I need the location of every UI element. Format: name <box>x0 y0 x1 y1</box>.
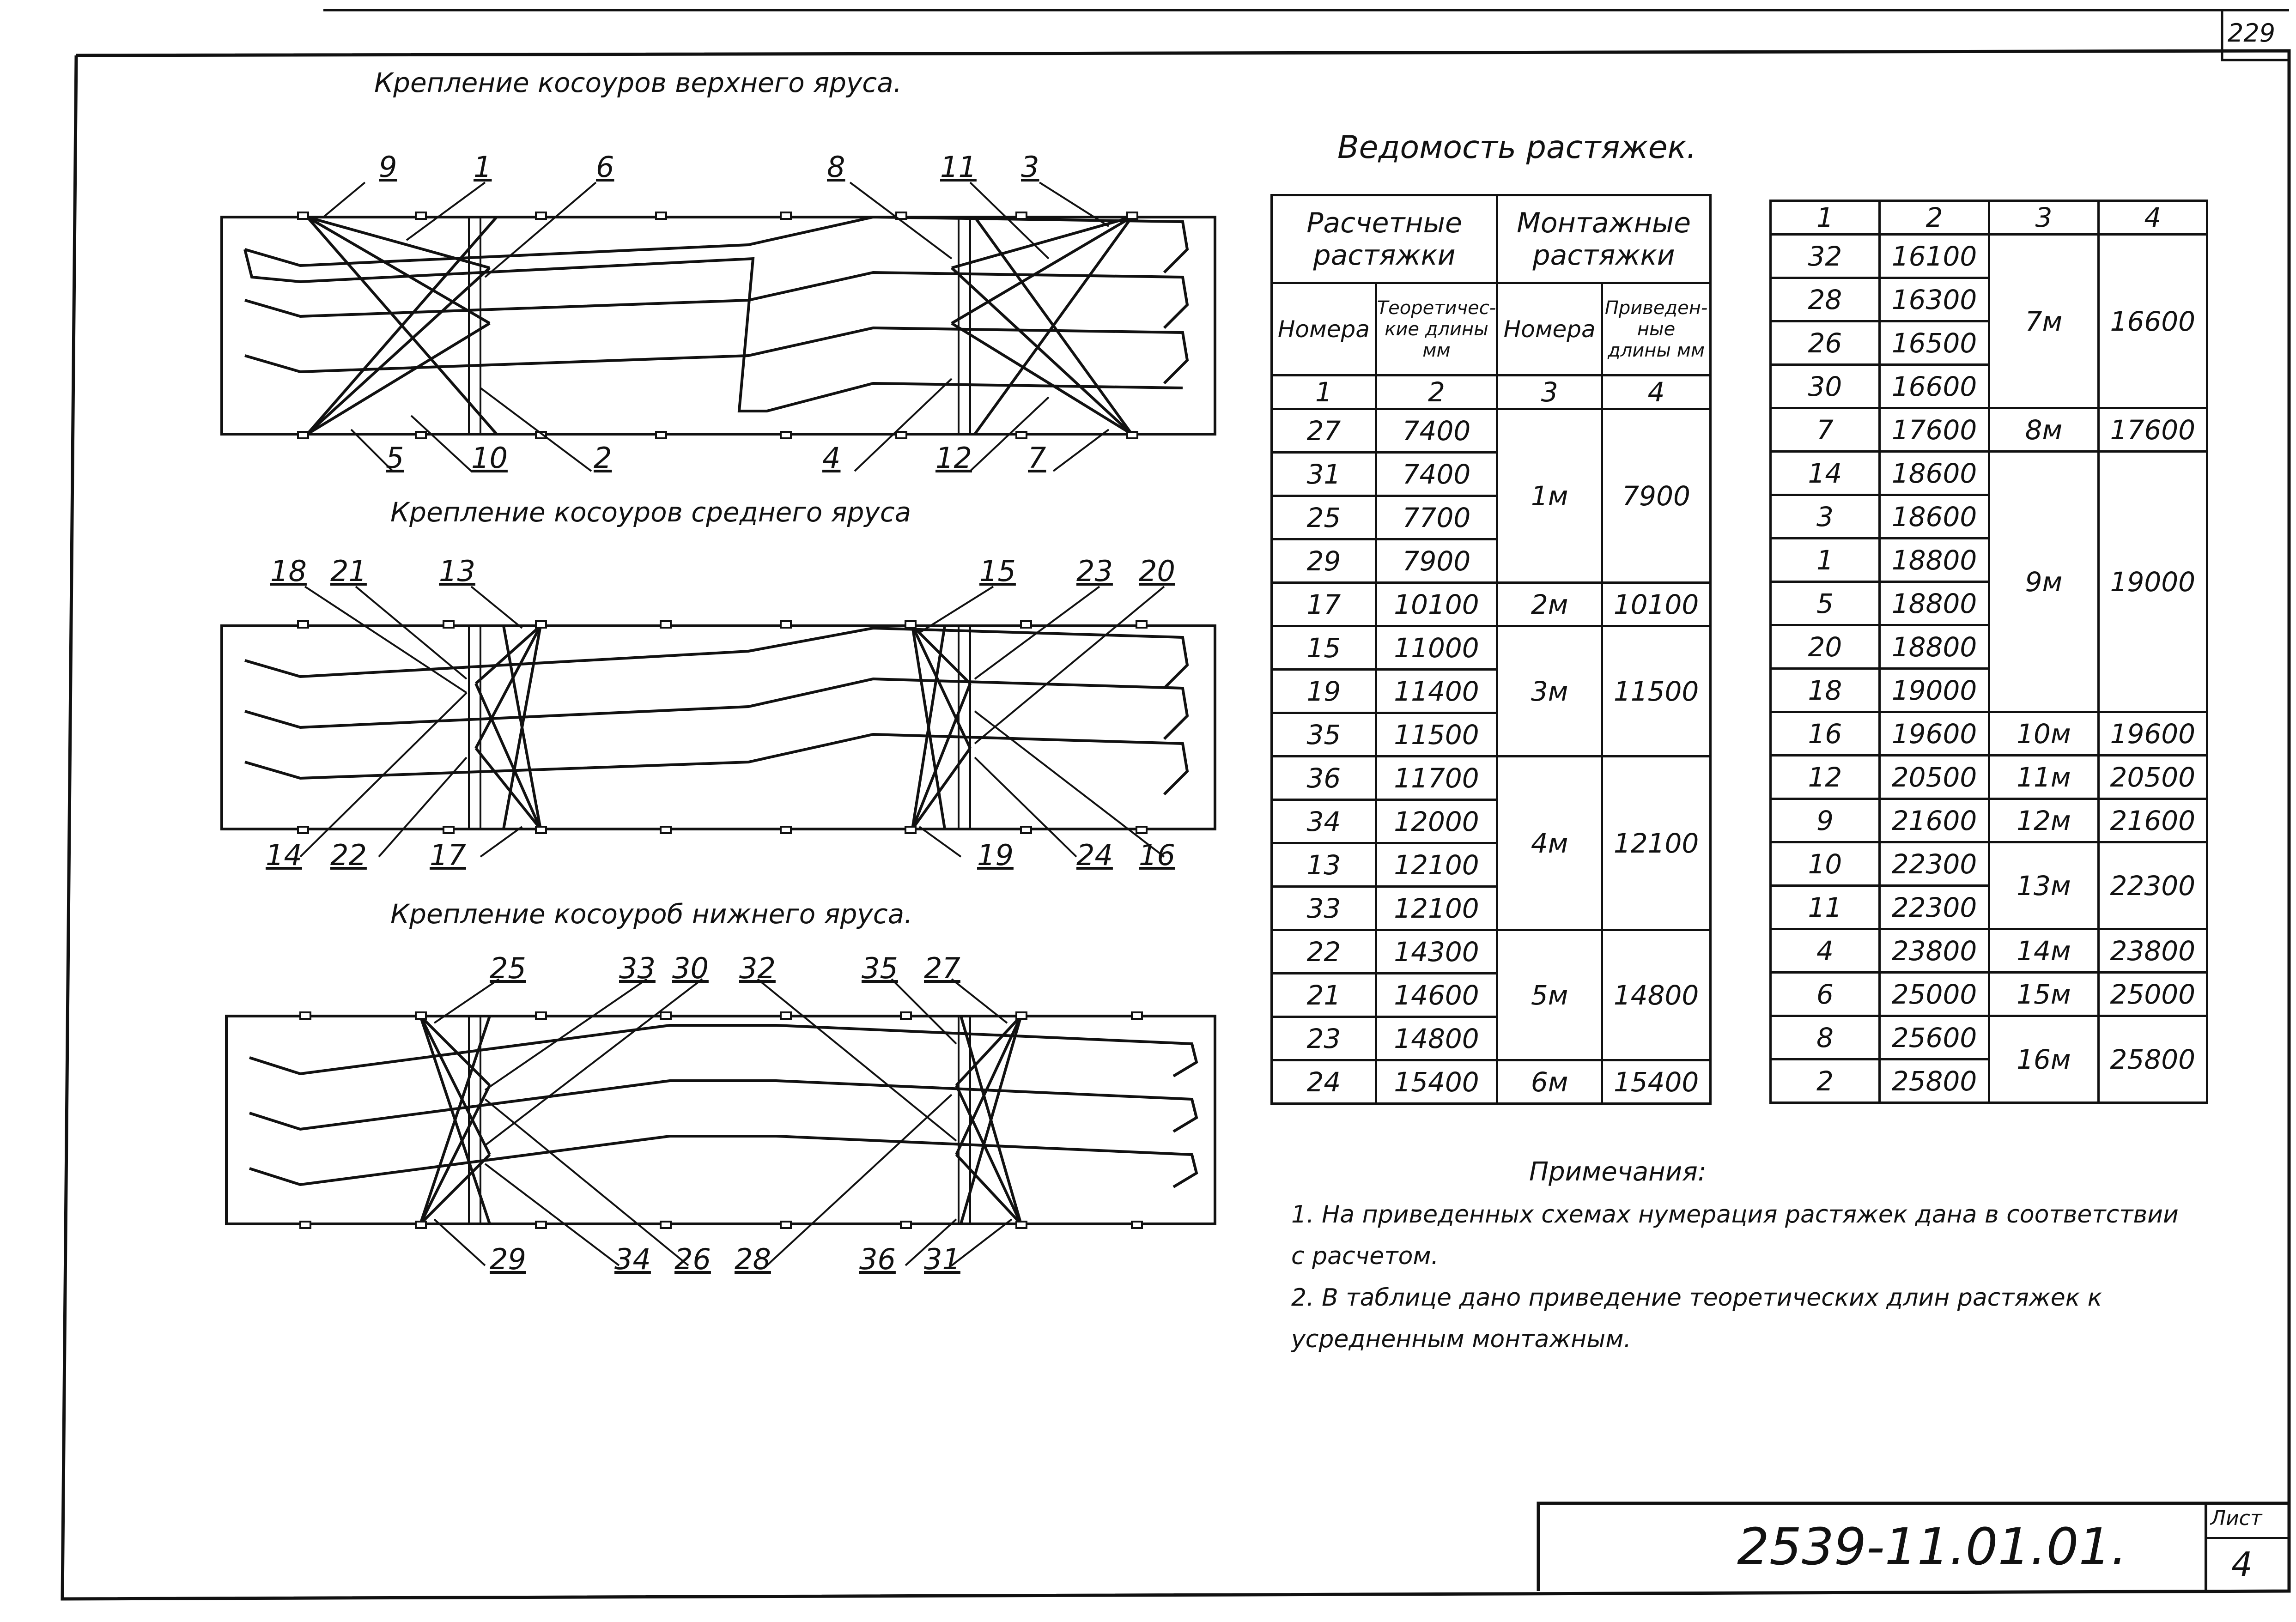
theoretical-length: 7400 <box>1376 453 1497 496</box>
theoretical-length: 16300 <box>1879 278 1989 321</box>
stretch-number: 9 <box>1771 799 1880 842</box>
theoretical-length: 18600 <box>1879 452 1989 495</box>
middle-label: 18 <box>270 554 307 588</box>
lower-label: 30 <box>672 951 709 985</box>
stretch-number: 31 <box>1272 453 1376 496</box>
header-theoretical-length: Теоретичес-кие длины мм <box>1376 283 1497 375</box>
theoretical-length: 16100 <box>1879 235 1989 278</box>
header-numbers-2: Номера <box>1497 283 1602 375</box>
theoretical-length: 22300 <box>1879 886 1989 929</box>
stretch-number: 7 <box>1771 408 1880 452</box>
stretch-number: 32 <box>1771 235 1880 278</box>
stretch-number: 16 <box>1771 712 1880 756</box>
theoretical-length: 11500 <box>1376 713 1497 757</box>
stretch-number: 34 <box>1272 800 1376 843</box>
lower-label: 34 <box>614 1242 651 1276</box>
theoretical-length: 21600 <box>1879 799 1989 842</box>
group-length: 23800 <box>2098 929 2207 973</box>
header-reduced-length: Приведен-ные длины мм <box>1602 283 1711 375</box>
theoretical-length: 17600 <box>1879 408 1989 452</box>
group-number: 9м <box>1989 452 2098 712</box>
lower-label: 32 <box>739 951 776 985</box>
lower-label: 25 <box>490 951 526 985</box>
stretch-number: 33 <box>1272 887 1376 930</box>
lower-label: 31 <box>924 1242 960 1276</box>
stretch-table-1 <box>1270 194 1712 1105</box>
note-1-line-2: с расчетом. <box>1291 1242 1439 1270</box>
theoretical-length: 16500 <box>1879 321 1989 365</box>
middle-stringers <box>245 628 1187 794</box>
stretch-number: 19 <box>1272 670 1376 713</box>
upper-label: 10 <box>471 441 508 475</box>
theoretical-length: 14600 <box>1376 974 1497 1017</box>
lower-tier-diagram <box>226 979 1215 1265</box>
theoretical-length: 25000 <box>1879 973 1989 1016</box>
upper-label: 11 <box>940 150 977 184</box>
col-index: 1 <box>1272 375 1376 409</box>
theoretical-length: 14800 <box>1376 1017 1497 1060</box>
stretch-number: 22 <box>1272 930 1376 974</box>
group-number: 2м <box>1497 583 1602 626</box>
stretch-number: 20 <box>1771 625 1880 669</box>
document-code: 2539-11.01.01. <box>1737 1517 2127 1576</box>
stretch-number: 17 <box>1272 583 1376 626</box>
group-length: 7900 <box>1602 409 1711 583</box>
lower-label: 28 <box>735 1242 771 1276</box>
page-number: 229 <box>2228 18 2276 48</box>
col-index: 2 <box>1879 201 1989 235</box>
group-length: 17600 <box>2098 408 2207 452</box>
group-length: 14800 <box>1602 930 1711 1060</box>
stretch-number: 11 <box>1771 886 1880 929</box>
stretch-number: 2 <box>1771 1059 1880 1103</box>
upper-label: 3 <box>1021 150 1039 184</box>
theoretical-length: 18800 <box>1879 582 1989 625</box>
note-1-line-1: 1. На приведенных схемах нумерация растяжек дана в соответствии <box>1291 1201 2179 1229</box>
stretch-number: 26 <box>1771 321 1880 365</box>
group-length: 10100 <box>1602 583 1711 626</box>
middle-label: 17 <box>430 838 466 872</box>
theoretical-length: 18800 <box>1879 539 1989 582</box>
middle-label: 14 <box>266 838 302 872</box>
theoretical-length: 25800 <box>1879 1059 1989 1103</box>
theoretical-length: 12100 <box>1376 843 1497 887</box>
theoretical-length: 11400 <box>1376 670 1497 713</box>
note-2-line-2: усредненным монтажным. <box>1291 1325 1631 1353</box>
stretch-number: 30 <box>1771 365 1880 408</box>
lower-label: 26 <box>674 1242 711 1276</box>
theoretical-length: 15400 <box>1376 1060 1497 1104</box>
group-number: 15м <box>1989 973 2098 1016</box>
group-length: 20500 <box>2098 756 2207 799</box>
stretch-number: 1 <box>1771 539 1880 582</box>
theoretical-length: 7700 <box>1376 496 1497 539</box>
middle-label: 19 <box>977 838 1014 872</box>
group-number: 3м <box>1497 626 1602 757</box>
upper-label: 12 <box>935 441 972 475</box>
col-index: 2 <box>1376 375 1497 409</box>
middle-label: 23 <box>1076 554 1113 588</box>
stretch-number: 14 <box>1771 452 1880 495</box>
upper-label: 8 <box>827 150 845 184</box>
theoretical-length: 25600 <box>1879 1016 1989 1059</box>
middle-label: 24 <box>1076 838 1113 872</box>
stretch-number: 15 <box>1272 626 1376 670</box>
group-length: 25800 <box>2098 1016 2207 1103</box>
col-index: 1 <box>1771 201 1880 235</box>
middle-label: 21 <box>330 554 367 588</box>
stretch-number: 4 <box>1771 929 1880 973</box>
sheet-number: 4 <box>2231 1545 2253 1584</box>
stretch-number: 25 <box>1272 496 1376 539</box>
upper-label: 9 <box>379 150 397 184</box>
group-number: 8м <box>1989 408 2098 452</box>
lower-label: 27 <box>924 951 960 985</box>
header-numbers: Номера <box>1272 283 1376 375</box>
stretch-number: 35 <box>1272 713 1376 757</box>
upper-label: 7 <box>1028 441 1046 475</box>
group-number: 4м <box>1497 757 1602 930</box>
header-calculated: Расчетные растяжки <box>1272 195 1497 283</box>
group-length: 19600 <box>2098 712 2207 756</box>
upper-tier-diagram <box>222 182 1215 471</box>
theoretical-length: 18600 <box>1879 495 1989 539</box>
stretch-number: 28 <box>1771 278 1880 321</box>
group-length: 25000 <box>2098 973 2207 1016</box>
upper-label: 4 <box>822 441 841 475</box>
stretch-number: 12 <box>1771 756 1880 799</box>
theoretical-length: 18800 <box>1879 625 1989 669</box>
group-number: 13м <box>1989 842 2098 929</box>
col-index: 4 <box>2098 201 2207 235</box>
theoretical-length: 12100 <box>1376 887 1497 930</box>
theoretical-length: 7900 <box>1376 539 1497 583</box>
theoretical-length: 23800 <box>1879 929 1989 973</box>
group-number: 6м <box>1497 1060 1602 1104</box>
stretch-number: 27 <box>1272 409 1376 453</box>
table-title: Ведомость растяжек. <box>1337 129 1697 166</box>
upper-frame <box>222 217 1215 434</box>
upper-label: 6 <box>596 150 614 184</box>
sheet-label: Лист <box>2211 1507 2262 1530</box>
group-number: 1м <box>1497 409 1602 583</box>
note-2-line-1: 2. В таблице дано приведение теоретических длин растяжек к <box>1291 1284 2102 1312</box>
middle-label: 16 <box>1139 838 1175 872</box>
stretch-number: 3 <box>1771 495 1880 539</box>
group-length: 16600 <box>2098 235 2207 408</box>
middle-label: 13 <box>439 554 475 588</box>
stretch-number: 5 <box>1771 582 1880 625</box>
middle-tier-title: Крепление косоуров среднего яруса <box>390 496 911 528</box>
theoretical-length: 12000 <box>1376 800 1497 843</box>
group-number: 10м <box>1989 712 2098 756</box>
theoretical-length: 11700 <box>1376 757 1497 800</box>
group-length: 11500 <box>1602 626 1711 757</box>
upper-tier-title: Крепление косоуров верхнего яруса. <box>374 67 902 98</box>
stretch-number: 23 <box>1272 1017 1376 1060</box>
stretch-number: 10 <box>1771 842 1880 886</box>
group-number: 16м <box>1989 1016 2098 1103</box>
group-number: 14м <box>1989 929 2098 973</box>
middle-label: 20 <box>1139 554 1175 588</box>
lower-label: 33 <box>619 951 656 985</box>
upper-label: 1 <box>474 150 492 184</box>
col-index: 4 <box>1602 375 1711 409</box>
theoretical-length: 16600 <box>1879 365 1989 408</box>
lower-label: 35 <box>862 951 898 985</box>
theoretical-length: 19600 <box>1879 712 1989 756</box>
lower-stringers <box>249 1025 1197 1187</box>
group-length: 19000 <box>2098 452 2207 712</box>
col-index: 3 <box>1989 201 2098 235</box>
stretch-number: 6 <box>1771 973 1880 1016</box>
middle-label: 22 <box>330 838 367 872</box>
group-number: 7м <box>1989 235 2098 408</box>
theoretical-length: 20500 <box>1879 756 1989 799</box>
theoretical-length: 7400 <box>1376 409 1497 453</box>
group-length: 12100 <box>1602 757 1711 930</box>
theoretical-length: 11000 <box>1376 626 1497 670</box>
group-length: 22300 <box>2098 842 2207 929</box>
stretch-number: 21 <box>1272 974 1376 1017</box>
group-number: 5м <box>1497 930 1602 1060</box>
group-length: 15400 <box>1602 1060 1711 1104</box>
stretch-number: 8 <box>1771 1016 1880 1059</box>
stretch-table-2 <box>1769 200 2208 1104</box>
middle-cables <box>476 626 970 829</box>
stretch-number: 29 <box>1272 539 1376 583</box>
middle-label: 15 <box>979 554 1016 588</box>
upper-label: 2 <box>594 441 612 475</box>
theoretical-length: 14300 <box>1376 930 1497 974</box>
stretch-number: 18 <box>1771 669 1880 712</box>
lower-label: 29 <box>490 1242 526 1276</box>
middle-frame <box>222 626 1215 829</box>
theoretical-length: 19000 <box>1879 669 1989 712</box>
group-number: 11м <box>1989 756 2098 799</box>
upper-cables <box>307 217 1132 434</box>
theoretical-length: 10100 <box>1376 583 1497 626</box>
stretch-number: 13 <box>1272 843 1376 887</box>
group-length: 21600 <box>2098 799 2207 842</box>
lower-label: 36 <box>859 1242 896 1276</box>
stretch-number: 24 <box>1272 1060 1376 1104</box>
notes-title: Примечания: <box>1529 1157 1707 1187</box>
middle-tier-diagram <box>222 587 1215 857</box>
stretch-number: 36 <box>1272 757 1376 800</box>
lower-tier-title: Крепление косоуроб нижнего яруса. <box>390 898 913 930</box>
header-mounting: Монтажные растяжки <box>1497 195 1711 283</box>
upper-label: 5 <box>386 441 404 475</box>
group-number: 12м <box>1989 799 2098 842</box>
theoretical-length: 22300 <box>1879 842 1989 886</box>
col-index: 3 <box>1497 375 1602 409</box>
